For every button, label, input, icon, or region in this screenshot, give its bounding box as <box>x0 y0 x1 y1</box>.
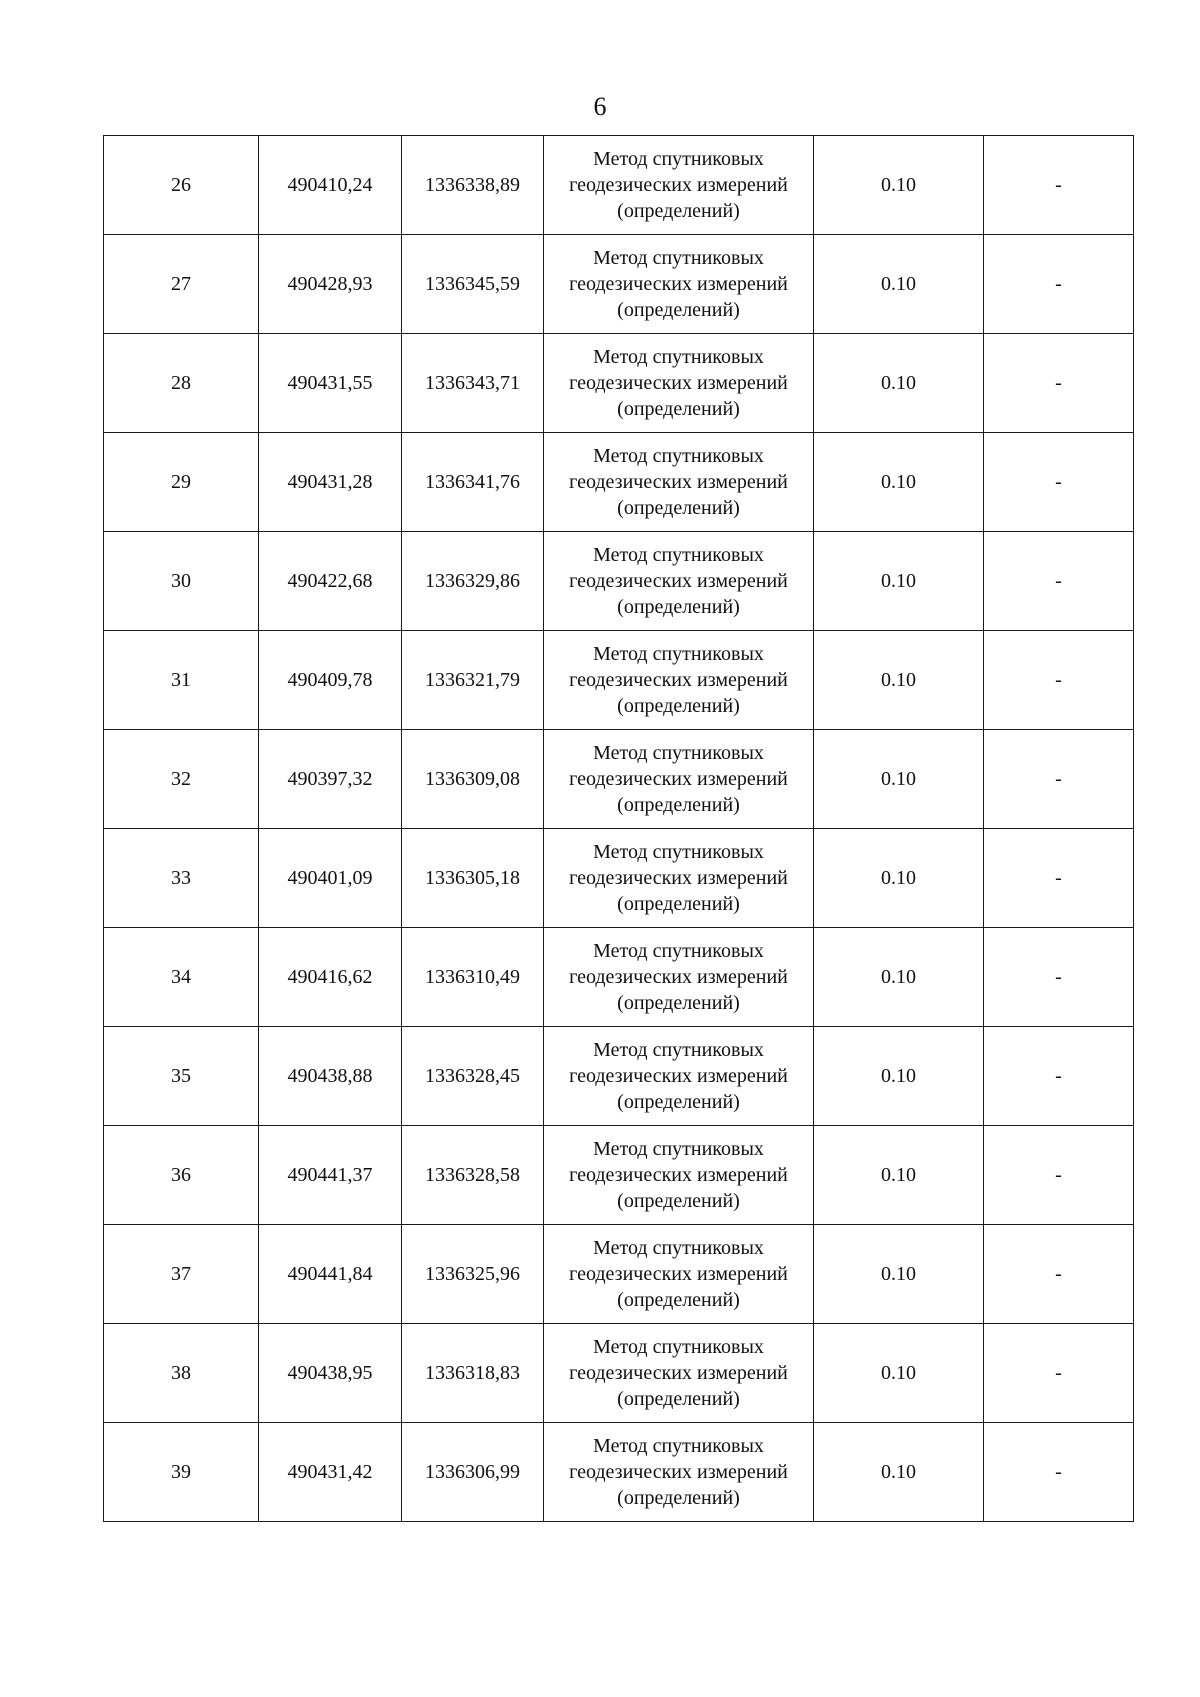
method-cell <box>544 1027 814 1126</box>
method-text-line: Метод спутниковых <box>593 1237 764 1259</box>
method-text-line: геодезических измерений <box>569 966 788 988</box>
y-coordinate-cell: 1336329,86 <box>402 532 544 631</box>
description-cell: - <box>984 631 1134 730</box>
method-cell <box>544 235 814 334</box>
y-coordinate-cell: 1336305,18 <box>402 829 544 928</box>
point-number-cell: 29 <box>104 433 259 532</box>
table-row <box>104 235 1134 334</box>
precision-cell: 0.10 <box>814 235 984 334</box>
point-number-cell: 38 <box>104 1324 259 1423</box>
method-text-line: (определений) <box>617 1289 740 1311</box>
point-number-cell: 34 <box>104 928 259 1027</box>
point-number-cell: 36 <box>104 1126 259 1225</box>
method-text-line: Метод спутниковых <box>593 346 764 368</box>
method-text-line: (определений) <box>617 695 740 717</box>
x-coordinate-cell: 490438,88 <box>259 1027 402 1126</box>
precision-cell: 0.10 <box>814 1324 984 1423</box>
description-cell: - <box>984 1225 1134 1324</box>
coordinates-table-body <box>104 136 1134 1522</box>
method-text-line: геодезических измерений <box>569 570 788 592</box>
x-coordinate-cell: 490438,95 <box>259 1324 402 1423</box>
table-row <box>104 433 1134 532</box>
method-cell <box>544 334 814 433</box>
x-coordinate-cell: 490409,78 <box>259 631 402 730</box>
precision-cell: 0.10 <box>814 928 984 1027</box>
method-cell <box>544 631 814 730</box>
method-text-line: Метод спутниковых <box>593 1435 764 1457</box>
precision-cell: 0.10 <box>814 1225 984 1324</box>
method-text-line: (определений) <box>617 893 740 915</box>
method-cell <box>544 1225 814 1324</box>
point-number-cell: 32 <box>104 730 259 829</box>
method-text-line: геодезических измерений <box>569 174 788 196</box>
x-coordinate-cell: 490397,32 <box>259 730 402 829</box>
method-cell <box>544 730 814 829</box>
point-number-cell: 31 <box>104 631 259 730</box>
precision-cell: 0.10 <box>814 433 984 532</box>
method-text-line: (определений) <box>617 398 740 420</box>
method-text-line: Метод спутниковых <box>593 841 764 863</box>
point-number-cell: 27 <box>104 235 259 334</box>
x-coordinate-cell: 490410,24 <box>259 136 402 235</box>
precision-cell: 0.10 <box>814 136 984 235</box>
method-text-line: Метод спутниковых <box>593 544 764 566</box>
method-text-line: геодезических измерений <box>569 768 788 790</box>
description-cell: - <box>984 1423 1134 1522</box>
point-number-cell: 37 <box>104 1225 259 1324</box>
method-text-line: (определений) <box>617 1190 740 1212</box>
method-cell <box>544 532 814 631</box>
method-text-line: (определений) <box>617 1487 740 1509</box>
method-text-line: геодезических измерений <box>569 273 788 295</box>
x-coordinate-cell: 490431,42 <box>259 1423 402 1522</box>
description-cell: - <box>984 928 1134 1027</box>
method-text-line: (определений) <box>617 992 740 1014</box>
method-text-line: геодезических измерений <box>569 471 788 493</box>
description-cell: - <box>984 136 1134 235</box>
coordinates-table <box>103 135 1134 1522</box>
method-text-line: Метод спутниковых <box>593 643 764 665</box>
point-number-cell: 39 <box>104 1423 259 1522</box>
precision-cell: 0.10 <box>814 730 984 829</box>
method-text-line: (определений) <box>617 1388 740 1410</box>
method-text-line: геодезических измерений <box>569 1263 788 1285</box>
table-row <box>104 334 1134 433</box>
y-coordinate-cell: 1336309,08 <box>402 730 544 829</box>
method-cell <box>544 829 814 928</box>
method-text-line: (определений) <box>617 1091 740 1113</box>
description-cell: - <box>984 1126 1134 1225</box>
point-number-cell: 30 <box>104 532 259 631</box>
x-coordinate-cell: 490428,93 <box>259 235 402 334</box>
precision-cell: 0.10 <box>814 334 984 433</box>
method-cell <box>544 928 814 1027</box>
method-text-line: Метод спутниковых <box>593 1138 764 1160</box>
method-text-line: геодезических измерений <box>569 1362 788 1384</box>
method-text-line: (определений) <box>617 497 740 519</box>
y-coordinate-cell: 1336321,79 <box>402 631 544 730</box>
x-coordinate-cell: 490431,55 <box>259 334 402 433</box>
table-row <box>104 136 1134 235</box>
table-row <box>104 928 1134 1027</box>
method-text-line: геодезических измерений <box>569 372 788 394</box>
point-number-cell: 33 <box>104 829 259 928</box>
method-text-line: Метод спутниковых <box>593 247 764 269</box>
x-coordinate-cell: 490441,37 <box>259 1126 402 1225</box>
description-cell: - <box>984 829 1134 928</box>
method-cell <box>544 1423 814 1522</box>
precision-cell: 0.10 <box>814 1027 984 1126</box>
description-cell: - <box>984 433 1134 532</box>
method-text-line: (определений) <box>617 200 740 222</box>
x-coordinate-cell: 490422,68 <box>259 532 402 631</box>
method-text-line: геодезических измерений <box>569 867 788 889</box>
description-cell: - <box>984 235 1134 334</box>
precision-cell: 0.10 <box>814 532 984 631</box>
method-text-line: (определений) <box>617 596 740 618</box>
method-text-line: геодезических измерений <box>569 669 788 691</box>
description-cell: - <box>984 1027 1134 1126</box>
x-coordinate-cell: 490431,28 <box>259 433 402 532</box>
method-cell <box>544 136 814 235</box>
method-text-line: Метод спутниковых <box>593 940 764 962</box>
description-cell: - <box>984 730 1134 829</box>
method-cell <box>544 1324 814 1423</box>
description-cell: - <box>984 334 1134 433</box>
method-cell <box>544 433 814 532</box>
method-text-line: Метод спутниковых <box>593 1336 764 1358</box>
precision-cell: 0.10 <box>814 1126 984 1225</box>
method-text-line: геодезических измерений <box>569 1065 788 1087</box>
method-cell <box>544 1126 814 1225</box>
method-text-line: (определений) <box>617 299 740 321</box>
table-row <box>104 1423 1134 1522</box>
x-coordinate-cell: 490401,09 <box>259 829 402 928</box>
point-number-cell: 35 <box>104 1027 259 1126</box>
x-coordinate-cell: 490441,84 <box>259 1225 402 1324</box>
precision-cell: 0.10 <box>814 1423 984 1522</box>
y-coordinate-cell: 1336341,76 <box>402 433 544 532</box>
y-coordinate-cell: 1336345,59 <box>402 235 544 334</box>
method-text-line: (определений) <box>617 794 740 816</box>
precision-cell: 0.10 <box>814 829 984 928</box>
method-text-line: Метод спутниковых <box>593 148 764 170</box>
method-text-line: Метод спутниковых <box>593 445 764 467</box>
y-coordinate-cell: 1336306,99 <box>402 1423 544 1522</box>
table-row <box>104 1027 1134 1126</box>
table-row <box>104 1324 1134 1423</box>
y-coordinate-cell: 1336338,89 <box>402 136 544 235</box>
method-text-line: Метод спутниковых <box>593 742 764 764</box>
precision-cell: 0.10 <box>814 631 984 730</box>
page-number: 6 <box>593 92 607 121</box>
point-number-cell: 28 <box>104 334 259 433</box>
y-coordinate-cell: 1336318,83 <box>402 1324 544 1423</box>
description-cell: - <box>984 1324 1134 1423</box>
table-row <box>104 730 1134 829</box>
table-row <box>104 532 1134 631</box>
method-text-line: Метод спутниковых <box>593 1039 764 1061</box>
x-coordinate-cell: 490416,62 <box>259 928 402 1027</box>
y-coordinate-cell: 1336343,71 <box>402 334 544 433</box>
y-coordinate-cell: 1336328,58 <box>402 1126 544 1225</box>
y-coordinate-cell: 1336325,96 <box>402 1225 544 1324</box>
y-coordinate-cell: 1336310,49 <box>402 928 544 1027</box>
table-row <box>104 631 1134 730</box>
point-number-cell: 26 <box>104 136 259 235</box>
table-row <box>104 829 1134 928</box>
y-coordinate-cell: 1336328,45 <box>402 1027 544 1126</box>
method-text-line: геодезических измерений <box>569 1461 788 1483</box>
table-row <box>104 1225 1134 1324</box>
table-row <box>104 1126 1134 1225</box>
description-cell: - <box>984 532 1134 631</box>
method-text-line: геодезических измерений <box>569 1164 788 1186</box>
